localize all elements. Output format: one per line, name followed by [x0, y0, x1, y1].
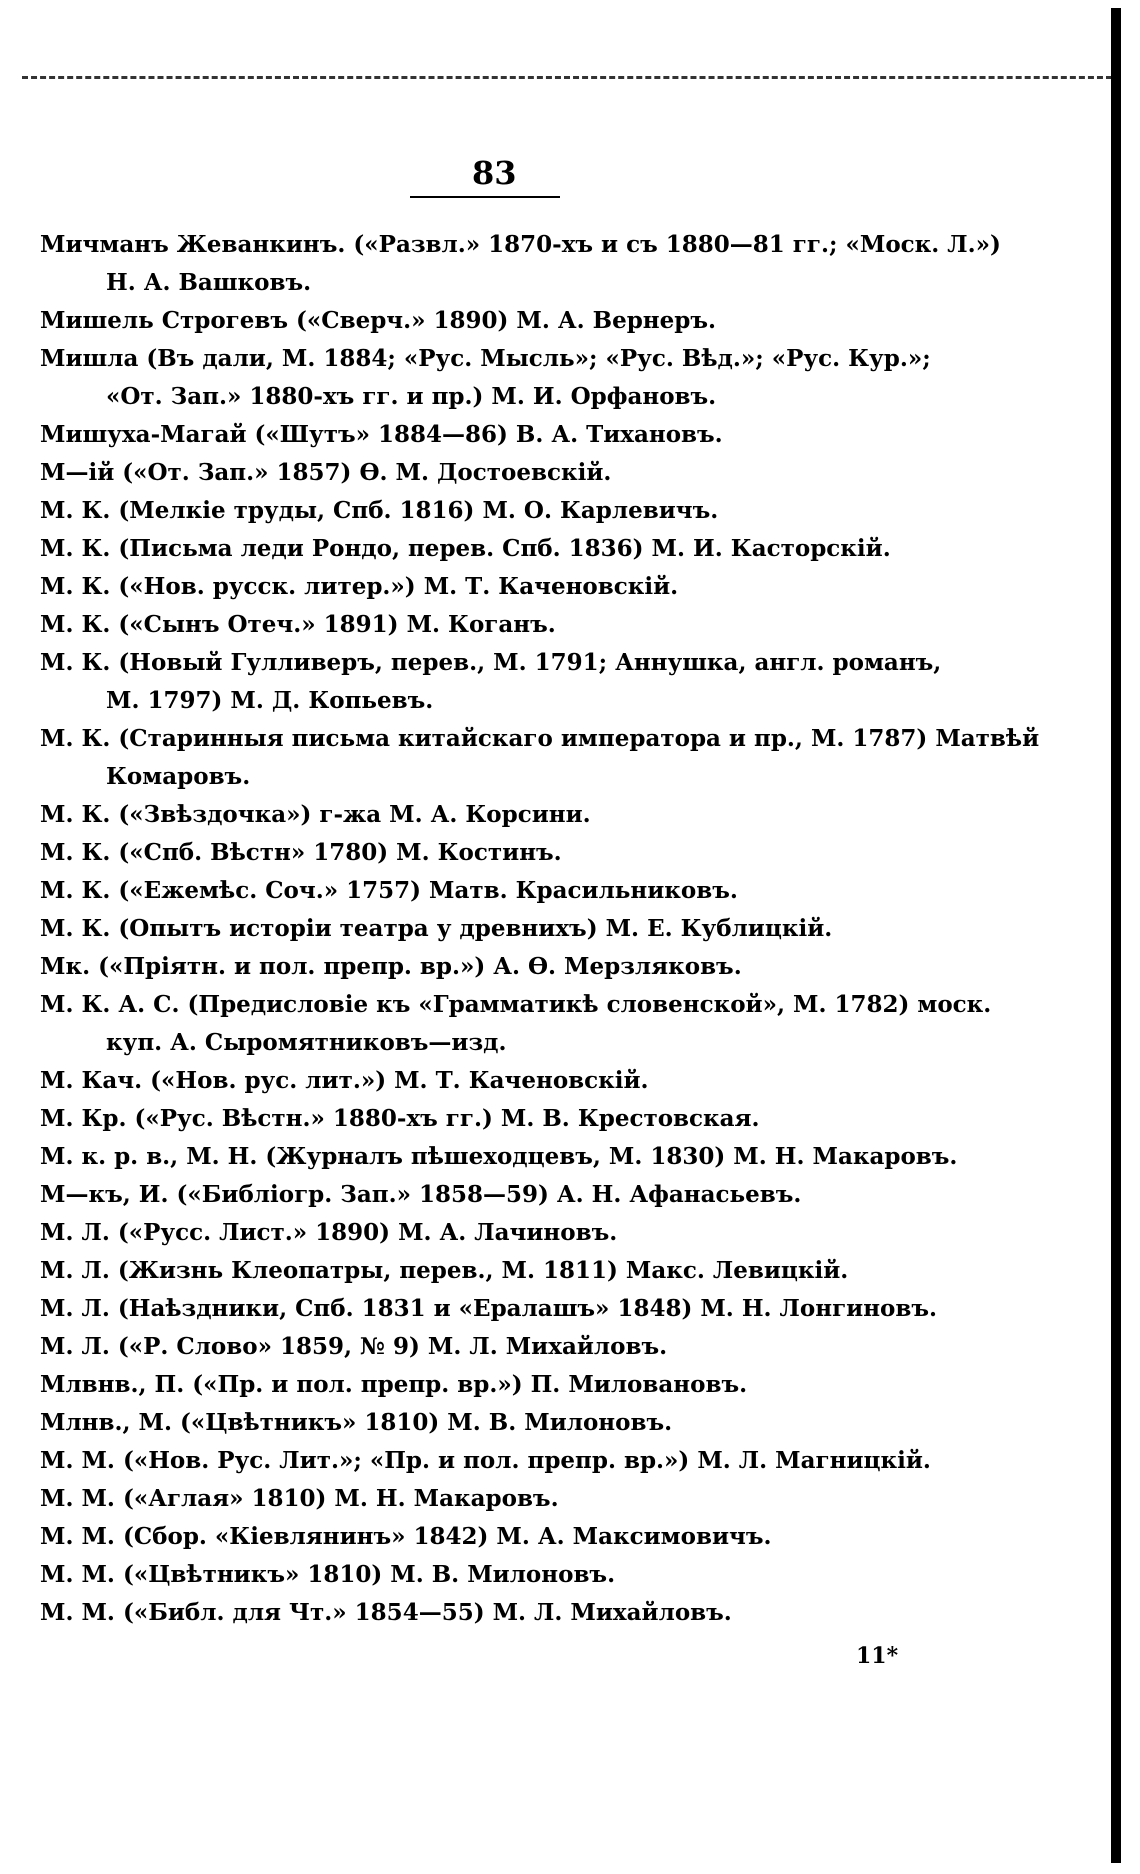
entry-line: Мк. («Пріятн. и пол. препр. вр.») А. Ѳ. Мерзляковъ. [40, 953, 742, 980]
entry [40, 1556, 940, 1594]
entry-line: М. Л. (Наѣздники, Спб. 1831 и «Ералашъ» 1848) М. Н. Лонгиновъ. [40, 1295, 938, 1322]
entry-continuation-line: М. 1797) М. Д. Копьевъ. [106, 687, 434, 714]
entry [40, 1138, 958, 1176]
entry [40, 530, 940, 568]
entry-line: М. К. (Опытъ исторіи театра у древнихъ) М. Е. Кублицкій. [40, 915, 833, 942]
entry-line: Мишуха-Магай («Шутъ» 1884—86) В. А. Тихановъ. [40, 421, 723, 448]
entry-list [40, 226, 1040, 1632]
entry-continuation-line: «От. Зап.» 1880-хъ гг. и пр.) М. И. Орфановъ. [106, 383, 717, 410]
entry [40, 1100, 940, 1138]
entry [40, 1176, 940, 1214]
entry-continuation-line: куп. А. Сыромятниковъ—изд. [106, 1029, 507, 1056]
entry-line: М. К. (Мелкіе труды, Спб. 1816) М. О. Карлевичъ. [40, 497, 719, 524]
entry-line: М. К. («Звѣздочка») г-жа М. А. Корсини. [40, 801, 591, 828]
entry [40, 1328, 940, 1366]
entry [40, 340, 940, 416]
entry-line: М. Кач. («Нов. рус. лит.») М. Т. Каченовскій. [40, 1067, 649, 1094]
page-number-rule [410, 196, 560, 198]
entry-line: М. К. («Спб. Вѣстн» 1780) М. Костинъ. [40, 839, 562, 866]
entry-continuation-line: Комаровъ. [106, 763, 251, 790]
entry-line: М. К. (Письма леди Рондо, перев. Спб. 1836) М. И. Касторскій. [40, 535, 891, 562]
entry-line: М. Л. (Жизнь Клеопатры, перев., М. 1811) Макс. Левицкій. [40, 1257, 849, 1284]
entry-line: М. М. (Сбор. «Кіевлянинъ» 1842) М. А. Максимовичъ. [40, 1523, 772, 1550]
entry [40, 568, 940, 606]
entry [40, 454, 940, 492]
entry [40, 1062, 940, 1100]
top-dashed-rule [22, 76, 1112, 79]
entry [40, 1366, 940, 1404]
entry [40, 1442, 940, 1480]
entry-line: М—iй («От. Зап.» 1857) Ѳ. М. Достоевскій. [40, 459, 612, 486]
entry [40, 948, 940, 986]
entry [40, 416, 940, 454]
entry-line: Млвнв., П. («Пр. и пол. препр. вр.») П. Миловановъ. [40, 1371, 748, 1398]
entry-continuation-line: Н. А. Вашковъ. [106, 269, 312, 296]
entry-line: М. М. («Библ. для Чт.» 1854—55) М. Л. Михайловъ. [40, 1599, 732, 1626]
entry-line: М. к. р. в., М. Н. (Журналъ пѣшеходцевъ, М. 1830) М. Н. Макаровъ. [40, 1143, 958, 1170]
entry [40, 796, 940, 834]
entry-line: Млнв., М. («Цвѣтникъ» 1810) М. В. Милоновъ. [40, 1409, 673, 1436]
entry-line: М. М. («Цвѣтникъ» 1810) М. В. Милоновъ. [40, 1561, 616, 1588]
entry-line: Мишель Строгевъ («Сверч.» 1890) М. А. Вернеръ. [40, 307, 717, 334]
entry [40, 1518, 940, 1556]
entry-line: М. Л. («Р. Слово» 1859, № 9) М. Л. Михайловъ. [40, 1333, 668, 1360]
entry-line: Мишла (Въ дали, М. 1884; «Рус. Мысль»; «Рус. Вѣд.»; «Рус. Кур.»; [40, 345, 931, 372]
entry [40, 834, 940, 872]
entry-line: М. К. А. С. (Предисловіе къ «Грамматикѣ словенской», М. 1782) моск. [40, 991, 992, 1018]
entry-line: М. Л. («Русс. Лист.» 1890) М. А. Лачиновъ. [40, 1219, 618, 1246]
entry-line: М. Кр. («Рус. Вѣстн.» 1880-хъ гг.) М. В. Крестовская. [40, 1105, 760, 1132]
entry [40, 606, 940, 644]
entry [40, 226, 1001, 302]
entry-line: М. К. (Старинныя письма китайскаго императора и пр., М. 1787) Матвѣй [40, 725, 1040, 752]
entry-line: М. К. («Нов. русск. литер.») М. Т. Каченовскій. [40, 573, 679, 600]
entry-line: М. К. («Ежемѣс. Соч.» 1757) Матв. Красильниковъ. [40, 877, 738, 904]
entry-line: М. К. (Новый Гулливеръ, перев., М. 1791; Аннушка, англ. романъ, [40, 649, 942, 676]
entry [40, 1480, 940, 1518]
entry [40, 302, 940, 340]
entry [40, 1214, 940, 1252]
entry [40, 1252, 940, 1290]
page-number: 83 [472, 154, 517, 192]
entry [40, 910, 940, 948]
entry [40, 986, 992, 1062]
entry-line: М—къ, И. («Библіогр. Зап.» 1858—59) А. Н. Афанасьевъ. [40, 1181, 802, 1208]
entry [40, 492, 940, 530]
entry-line: Мичманъ Жеванкинъ. («Развл.» 1870-хъ и съ 1880—81 гг.; «Моск. Л.») [40, 231, 1001, 258]
entry [40, 1290, 940, 1328]
entry-line: М. М. («Нов. Рус. Лит.»; «Пр. и пол. препр. вр.») М. Л. Магницкій. [40, 1447, 931, 1474]
entry-line: М. М. («Аглая» 1810) М. Н. Макаровъ. [40, 1485, 559, 1512]
scan-edge-bar [1111, 8, 1121, 1863]
entry-line: М. К. («Сынъ Отеч.» 1891) М. Коганъ. [40, 611, 556, 638]
entry [40, 644, 940, 720]
signature-mark: 11* [856, 1643, 899, 1669]
entry [40, 1404, 940, 1442]
entry [40, 720, 1040, 796]
entry [40, 1594, 940, 1632]
entry [40, 872, 940, 910]
